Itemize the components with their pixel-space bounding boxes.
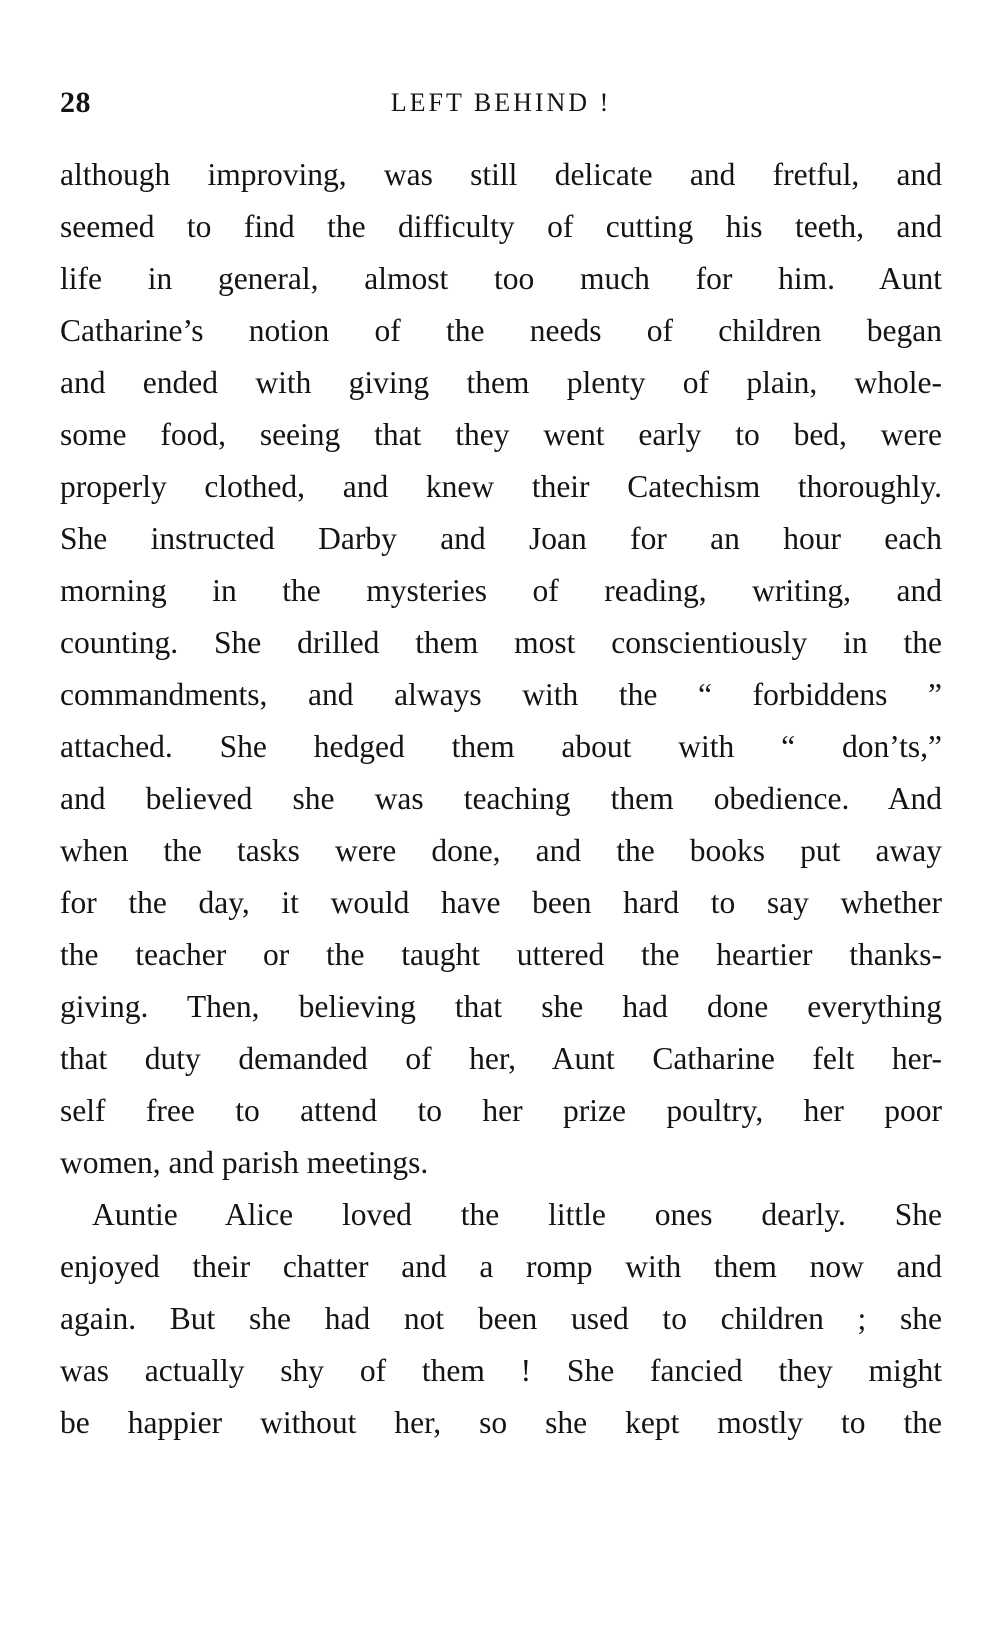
page-header [60, 86, 942, 126]
text-line: women, and parish meetings. [60, 1145, 429, 1180]
text-line: seemed to find the difficulty of cutting his teeth, and [60, 209, 942, 244]
text-line: and ended with giving them plenty of plain, whole- [60, 365, 942, 400]
text-line: some food, seeing that they went early to bed, were [60, 417, 942, 452]
text-line: properly clothed, and knew their Catechism thoroughly. [60, 469, 942, 504]
text-line: be happier without her, so she kept mostly to the [60, 1405, 942, 1440]
text-line: Auntie Alice loved the little ones dearly. She [92, 1197, 942, 1232]
text-line: self free to attend to her prize poultry, her poor [60, 1093, 942, 1128]
text-line: although improving, was still delicate and fretful, and [60, 157, 942, 192]
body-text [60, 149, 942, 1449]
paragraph-2 [60, 1189, 942, 1449]
text-line: Catharine’s notion of the needs of children began [60, 313, 942, 348]
text-line: and believed she was teaching them obedience. And [60, 781, 942, 816]
text-line: for the day, it would have been hard to say whether [60, 885, 942, 920]
page-number: 28 [60, 86, 91, 119]
text-line: life in general, almost too much for him. Aunt [60, 261, 942, 296]
text-line: commandments, and always with the “ forbiddens ” [60, 677, 942, 712]
text-line: that duty demanded of her, Aunt Catharine felt her- [60, 1041, 942, 1076]
running-title: LEFT BEHIND ! [390, 88, 612, 117]
text-line: enjoyed their chatter and a romp with them now and [60, 1249, 942, 1284]
text-line: She instructed Darby and Joan for an hour each [60, 521, 942, 556]
text-line: when the tasks were done, and the books put away [60, 833, 942, 868]
text-line: again. But she had not been used to children ; she [60, 1301, 942, 1336]
paragraph-1 [60, 149, 942, 1189]
text-line: giving. Then, believing that she had done everything [60, 989, 942, 1024]
text-line: the teacher or the taught uttered the heartier thanks- [60, 937, 942, 972]
text-line: attached. She hedged them about with “ don’ts,” [60, 729, 942, 764]
text-line: was actually shy of them ! She fancied they might [60, 1353, 942, 1388]
text-line: morning in the mysteries of reading, writing, and [60, 573, 942, 608]
text-line: counting. She drilled them most conscientiously in the [60, 625, 942, 660]
